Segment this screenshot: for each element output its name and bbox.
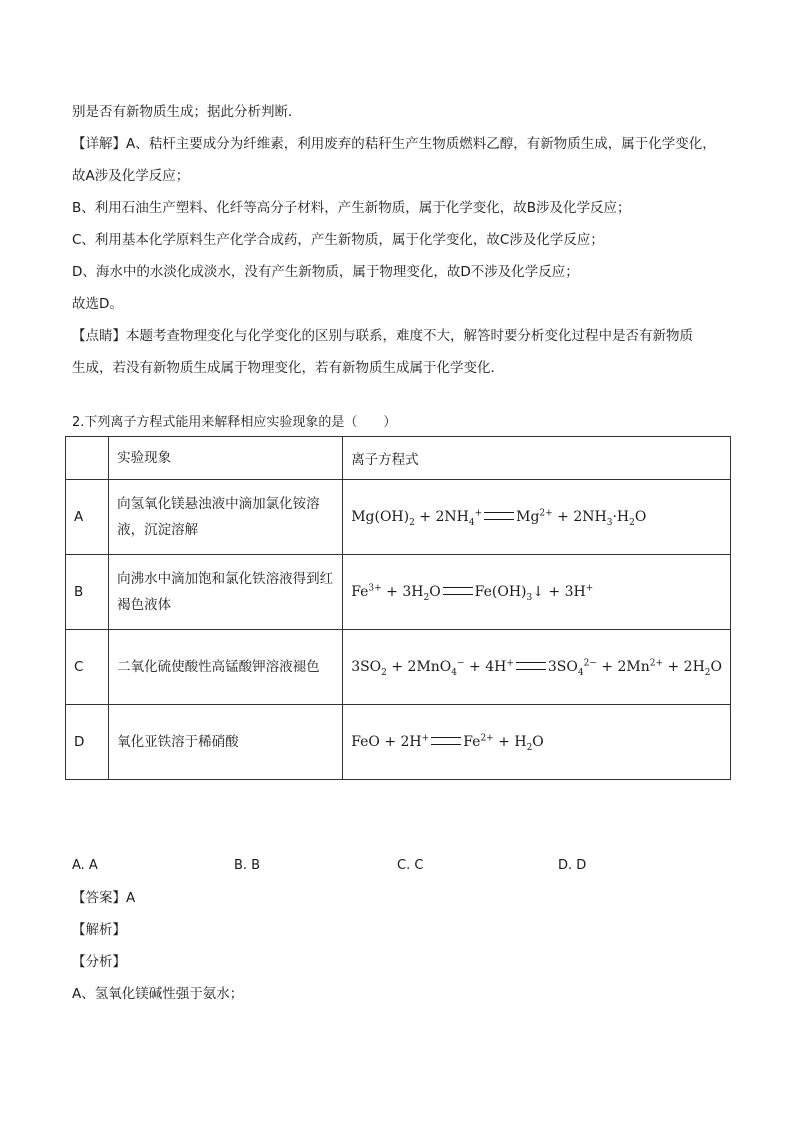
answer-line: 【答案】A [72, 890, 136, 906]
intro-line: 故选D。 [72, 296, 123, 312]
reaction-arrow [516, 662, 546, 670]
question-table [65, 436, 731, 780]
row-label: B [66, 555, 109, 630]
analysis-subheading: 【分析】 [72, 954, 126, 970]
table-row [66, 630, 731, 705]
table-row [66, 705, 731, 780]
row-phenomenon: 向沸水中滴加饱和氯化铁溶液得到红褐色液体 [109, 555, 343, 630]
ionic-equation: FeO + 2H+ $Fe^{2+} + H_2O$ [343, 705, 731, 780]
intro-line: 生成，若没有新物质生成属于物理变化，若有新物质生成属于化学变化． [72, 360, 504, 376]
answer-choices [72, 850, 732, 882]
table-header-equation: 离子方程式 [343, 437, 731, 480]
choice-d: D. D [558, 858, 587, 873]
question-text: 2.下列离子方程式能用来解释相应实验现象的是（ ） [72, 415, 397, 430]
table-row [66, 555, 731, 630]
document-page [72, 96, 732, 1010]
intro-line: 【详解】A、秸杆主要成分为纤维素，利用废弃的秸秆生产生物质燃料乙醇，有新物质生成，属于化学变化， [72, 136, 716, 152]
analysis-heading: 【解析】 [72, 922, 126, 938]
reaction-arrow [431, 737, 461, 745]
row-label: C [66, 630, 109, 705]
intro-line: C、利用基本化学原料生产化学合成药，产生新物质，属于化学变化，故C涉及化学反应； [72, 232, 604, 248]
table-header-phenomenon: 实验现象 [109, 437, 343, 480]
reaction-arrow [484, 512, 514, 520]
row-phenomenon: 向氢氧化镁悬浊液中滴加氯化铵溶液，沉淀溶解 [109, 480, 343, 555]
choice-a: A. A [72, 858, 98, 873]
ionic-equation: $Mg(OH)_2 + 2NH_4^+$ $Mg^{2+} + 2NH_3\cdot H_2O$ [343, 480, 731, 555]
ionic-equation: $Fe^{3+} + 3H_2O$ $Fe(OH)_3↓ + 3H^+$ [343, 555, 731, 630]
row-label: A [66, 480, 109, 555]
row-phenomenon: 二氧化硫使酸性高锰酸钾溶液褪色 [109, 630, 343, 705]
table-row [66, 480, 731, 555]
row-label: D [66, 705, 109, 780]
row-phenomenon: 氧化亚铁溶于稀硝酸 [109, 705, 343, 780]
intro-line: 【点睛】本题考查物理变化与化学变化的区别与联系，难度不大，解答时要分析变化过程中是否有新物质 [72, 328, 693, 344]
intro-line: 别是否有新物质生成；据此分析判断． [72, 104, 302, 120]
intro-line: 故A涉及化学反应； [72, 168, 190, 184]
ionic-equation: $3SO_2 + 2MnO_4^- + 4H^+$ $3SO_4^{2-} + 2Mn^{2+} + 2H_2O$ [343, 630, 731, 705]
intro-line: B、利用石油生产塑料、化纤等高分子材料，产生新物质，属于化学变化，故B涉及化学反应； [72, 200, 631, 216]
table-header-row [66, 437, 731, 480]
reaction-arrow [443, 587, 473, 595]
choice-b: B. B [234, 858, 261, 873]
choice-c: C. C [397, 858, 424, 873]
intro-line: D、海水中的水淡化成淡水，没有产生新物质，属于物理变化，故D不涉及化学反应； [72, 264, 579, 280]
table-header-cell [66, 437, 109, 480]
analysis-text: A、氢氧化镁碱性强于氨水； [72, 986, 244, 1002]
